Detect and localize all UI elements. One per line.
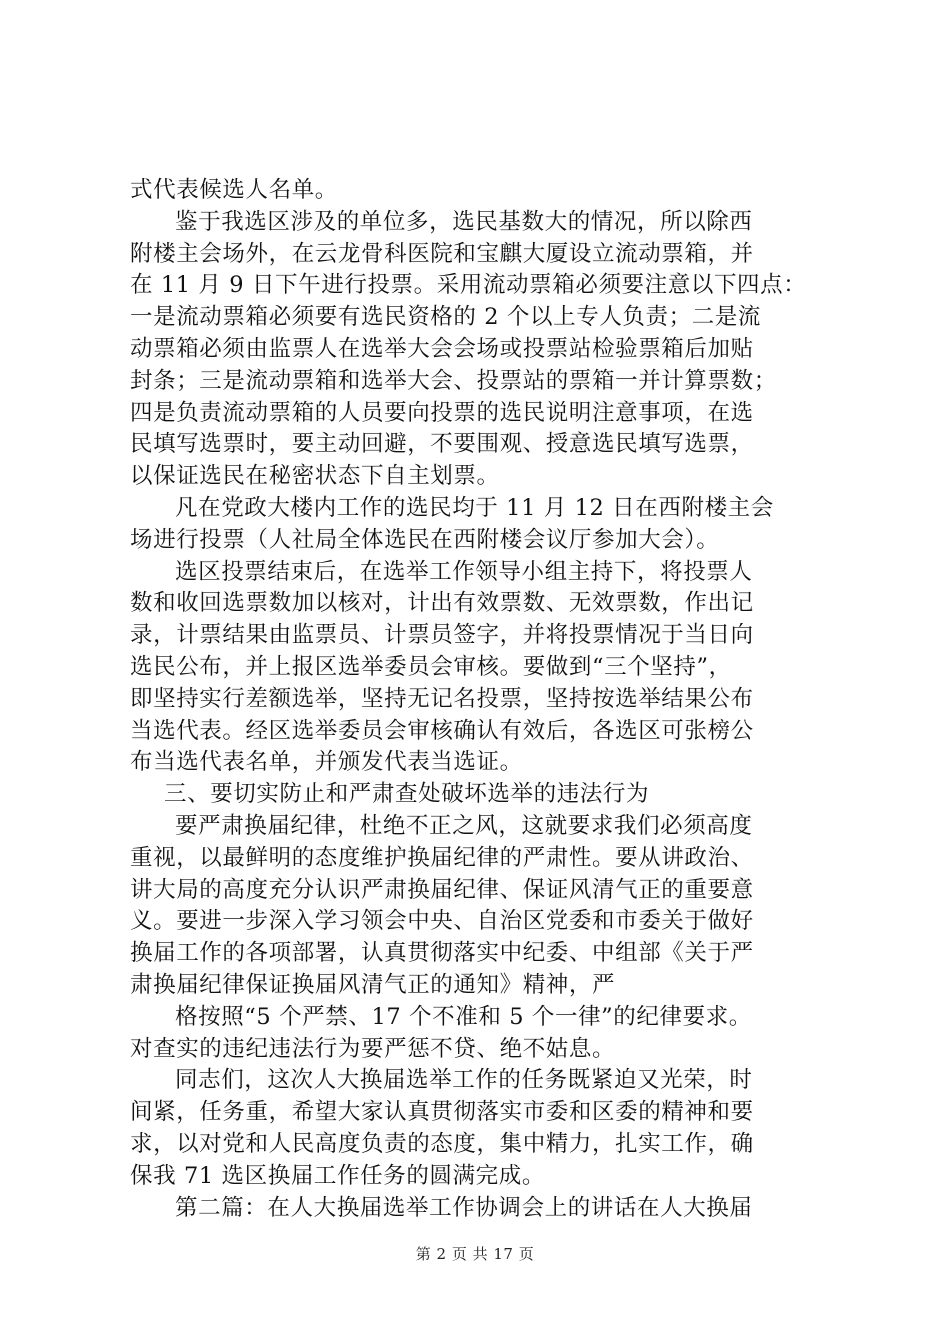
section-heading: 三、要切实防止和严肃查处破坏选举的违法行为 bbox=[164, 781, 650, 808]
text-line: 附楼主会场外，在云龙骨科医院和宝麒大厦设立流动票箱，并 bbox=[130, 240, 754, 267]
text-line: 保我 71 选区换届工作任务的圆满完成。 bbox=[130, 1162, 545, 1189]
text-line: 封条；三是流动票箱和选举大会、投票站的票箱一并计算票数； bbox=[130, 367, 777, 394]
text-line: 讲大局的高度充分认识严肃换届纪律、保证风清气正的重要意 bbox=[130, 876, 754, 903]
text-line: 换届工作的各项部署，认真贯彻落实中纪委、中组部《关于严 bbox=[130, 940, 754, 967]
text-line: 数和收回选票数加以核对，计出有效票数、无效票数，作出记 bbox=[130, 590, 754, 617]
text-line: 一是流动票箱必须要有选民资格的 2 个以上专人负责；二是流 bbox=[130, 304, 762, 331]
text-line: 以保证选民在秘密状态下自主划票。 bbox=[130, 463, 500, 490]
document-body bbox=[130, 175, 835, 1224]
text-line: 凡在党政大楼内工作的选民均于 11 月 12 日在西附楼主会 bbox=[175, 494, 774, 521]
text-line: 重视，以最鲜明的态度维护换届纪律的严肃性。要从讲政治、 bbox=[130, 844, 754, 871]
text-line: 第二篇：在人大换届选举工作协调会上的讲话在人大换届 bbox=[175, 1194, 753, 1221]
text-line: 布当选代表名单，并颁发代表当选证。 bbox=[130, 749, 523, 776]
text-line: 式代表候选人名单。 bbox=[130, 177, 338, 203]
text-line: 求，以对党和人民高度负责的态度，集中精力，扎实工作，确 bbox=[130, 1130, 754, 1157]
text-line: 义。要进一步深入学习领会中央、自治区党委和市委关于做好 bbox=[130, 908, 754, 935]
text-line: 要严肃换届纪律，杜绝不正之风，这就要求我们必须高度 bbox=[175, 812, 753, 839]
text-line: 当选代表。经区选举委员会审核确认有效后，各选区可张榜公 bbox=[130, 717, 754, 744]
text-line: 动票箱必须由监票人在选举大会会场或投票站检验票箱后加贴 bbox=[130, 335, 754, 362]
text-line: 选民公布，并上报区选举委员会审核。要做到“三个坚持”， bbox=[130, 653, 732, 680]
text-line: 选区投票结束后，在选举工作领导小组主持下，将投票人 bbox=[175, 558, 753, 585]
text-line: 对查实的违纪违法行为要严惩不贷、绝不姑息。 bbox=[130, 1035, 616, 1062]
text-line: 四是负责流动票箱的人员要向投票的选民说明注意事项，在选 bbox=[130, 399, 754, 426]
page-footer bbox=[0, 1243, 950, 1264]
text-line: 民填写选票时，要主动回避，不要围观、授意选民填写选票， bbox=[130, 431, 754, 458]
text-line: 间紧，任务重，希望大家认真贯彻落实市委和区委的精神和要 bbox=[130, 1099, 754, 1126]
page-number-label: 第 2 页 共 17 页 bbox=[415, 1245, 535, 1263]
text-line: 即坚持实行差额选举，坚持无记名投票，坚持按选举结果公布 bbox=[130, 685, 754, 712]
text-line: 同志们，这次人大换届选举工作的任务既紧迫又光荣，时 bbox=[175, 1067, 753, 1094]
text-line: 录，计票结果由监票员、计票员签字，并将投票情况于当日向 bbox=[130, 622, 754, 649]
text-line: 肃换届纪律保证换届风清气正的通知》精神，严 bbox=[130, 971, 616, 998]
text-line: 鉴于我选区涉及的单位多，选民基数大的情况，所以除西 bbox=[175, 208, 753, 235]
text-line: 在 11 月 9 日下午进行投票。采用流动票箱必须要注意以下四点： bbox=[130, 272, 807, 299]
text-line: 格按照“5 个严禁、17 个不准和 5 个一律”的纪律要求。 bbox=[175, 1003, 752, 1030]
text-line: 场进行投票（人社局全体选民在西附楼会议厅参加大会）。 bbox=[130, 526, 720, 553]
